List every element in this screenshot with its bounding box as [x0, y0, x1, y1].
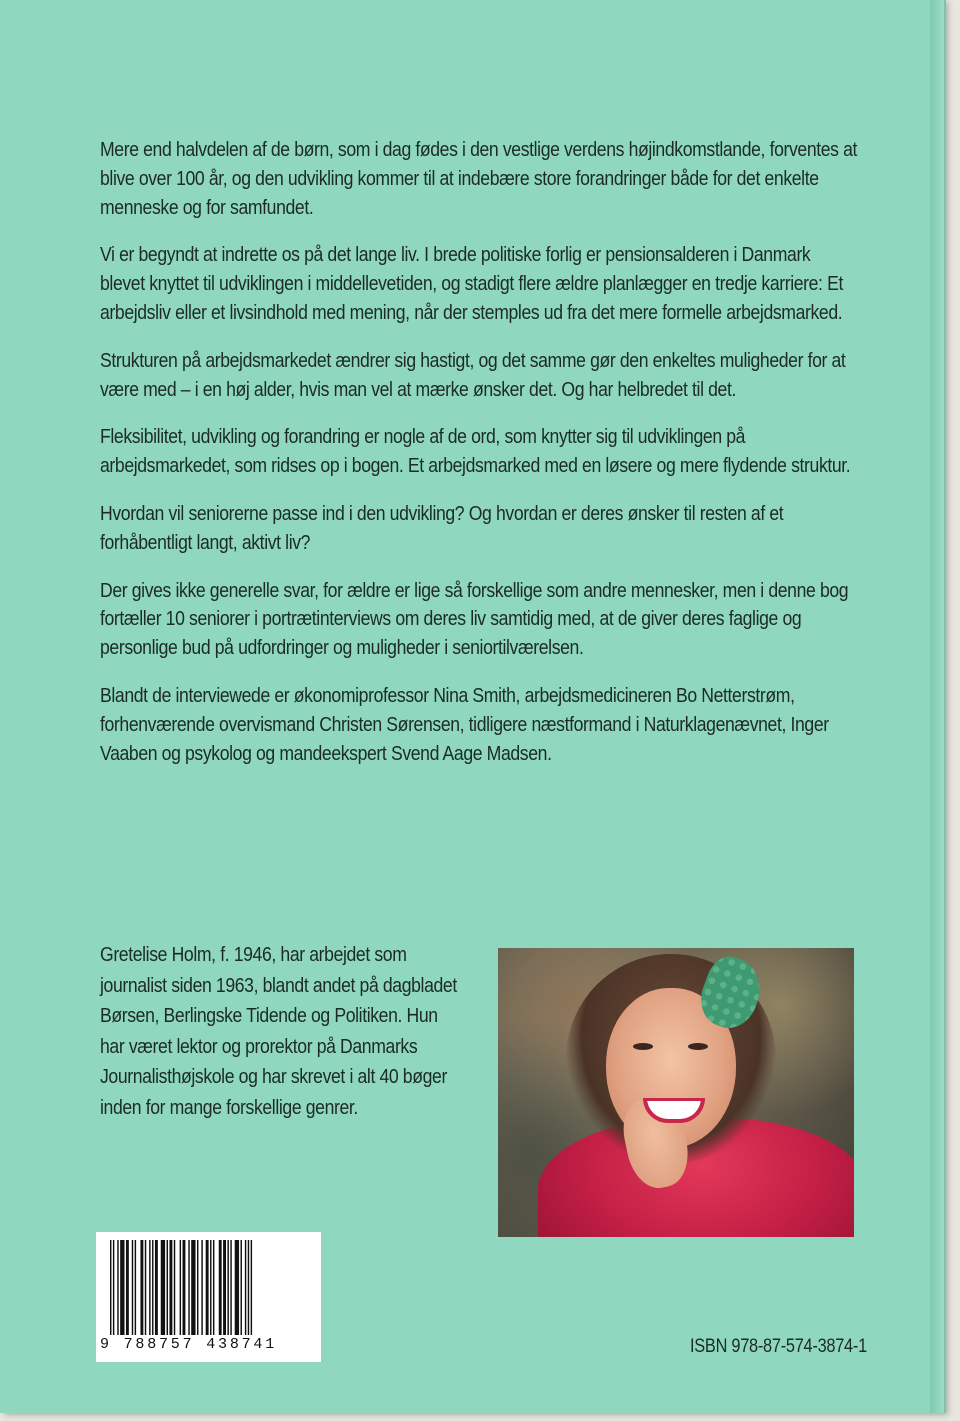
author-bio-text: Gretelise Holm, f. 1946, har arbejdet som journalist siden 1963, blandt andet på dagbladet Børsen, Berlingske Tidende og Politiken. Hun har været lektor og prorektor på Danmarks Journalisthøjskole og har skrevet i alt 40 bøger inden for mange forskellige genrer.: [100, 943, 457, 1119]
barcode-bar: [132, 1240, 133, 1335]
barcode-bar: [113, 1240, 114, 1335]
barcode-bar: [126, 1240, 129, 1335]
barcode-bar: [161, 1240, 165, 1335]
photo-eye-right: [688, 1043, 708, 1050]
barcode-bar: [201, 1240, 202, 1335]
blurb-paragraph-6: Der gives ikke generelle svar, for ældre er lige så forskellige som andre mennesker, men i denne bog fortæller 10 seniorer i portrætinterviews om deres liv samtidig med, at de giver deres faglige og personlige bud på udfordringer og muligheder i seniortilværelsen.: [100, 578, 849, 660]
barcode-bar: [206, 1240, 209, 1335]
barcode-bar: [152, 1240, 153, 1335]
blurb-paragraph-4: Fleksibilitet, udvikling og forandring er nogle af de ord, som knytter sig til udviklingen på arbejdsmarkedet, som ridses op i bogen. Et arbejdsmarked med en løsere og mere flydende struktur.: [100, 425, 851, 478]
barcode-bar: [197, 1240, 198, 1335]
blurb-paragraph-7: Blandt de interviewede er økonomiprofessor Nina Smith, arbejdsmedicineren Bo Netterstrøm, forhenværende overvismand Christen Sørensen, tidligere næstformand i Naturklagenævnet, Inger Vaaben og psykolog og mandeekspert Svend Aage Madsen.: [100, 683, 829, 765]
barcode-number: 9 788757 438741: [100, 1336, 278, 1353]
barcode-bar: [191, 1240, 195, 1335]
barcode-bar: [180, 1240, 181, 1335]
barcode-bar: [183, 1240, 186, 1335]
author-bio: [100, 940, 460, 1123]
author-photo: [498, 948, 854, 1237]
barcode-bar: [241, 1240, 242, 1335]
photo-eye-left: [633, 1043, 653, 1050]
blurb-paragraph-2: Vi er begyndt at indrette os på det lange liv. I brede politiske forlig er pensionsalderen i Danmark blevet knyttet til udviklingen i middellevetiden, og stadigt flere ældre planlægger en tredje karriere: Et arbejdsliv eller et livsindhold med mening, når der stemples ud fra det mere formelle arbejdsmarked.: [100, 243, 843, 324]
barcode: [96, 1232, 321, 1362]
barcode-bar: [149, 1240, 150, 1335]
barcode-bar: [117, 1240, 118, 1335]
barcode-bar: [169, 1240, 172, 1335]
barcode-bar: [230, 1240, 231, 1335]
barcode-bar: [110, 1240, 111, 1335]
barcode-bar: [174, 1240, 175, 1335]
barcode-bar: [145, 1240, 146, 1335]
blurb-paragraph-1: Mere end halvdelen af de børn, som i dag fødes i den vestlige verdens højindkomstlande, forventes at blive over 100 år, og den udvikling kommer til at indebære store forandringer både for det enkelte menneske og for samfundet.: [100, 138, 858, 219]
barcode-bar: [223, 1240, 226, 1335]
barcode-bar: [210, 1240, 211, 1335]
barcode-bar: [155, 1240, 158, 1335]
barcode-bar: [248, 1240, 249, 1335]
barcode-bar: [120, 1240, 124, 1335]
barcode-bar: [235, 1240, 239, 1335]
barcode-bar: [135, 1240, 136, 1335]
blurb-paragraph-5: Hvordan vil seniorerne passe ind i den udvikling? Og hvordan er deres ønsker til resten af et forhåbentligt langt, aktivt liv?: [100, 501, 784, 554]
barcode-bar: [213, 1240, 214, 1335]
barcode-bar: [227, 1240, 228, 1335]
blurb-text: [100, 136, 860, 787]
barcode-bar: [188, 1240, 189, 1335]
isbn-label: ISBN 978-87-574-3874-1: [690, 1336, 867, 1357]
barcode-bars: [110, 1240, 306, 1335]
barcode-bar: [219, 1240, 222, 1335]
cover-edge: [930, 0, 944, 1413]
barcode-bar: [140, 1240, 143, 1335]
barcode-bar: [167, 1240, 168, 1335]
barcode-bar: [245, 1240, 246, 1335]
blurb-paragraph-3: Strukturen på arbejdsmarkedet ændrer sig hastigt, og det samme gør den enkeltes muligheder for at være med – i en høj alder, hvis man vel at mærke ønsker det. Og har helbredet til det.: [100, 348, 846, 401]
barcode-bar: [251, 1240, 252, 1335]
